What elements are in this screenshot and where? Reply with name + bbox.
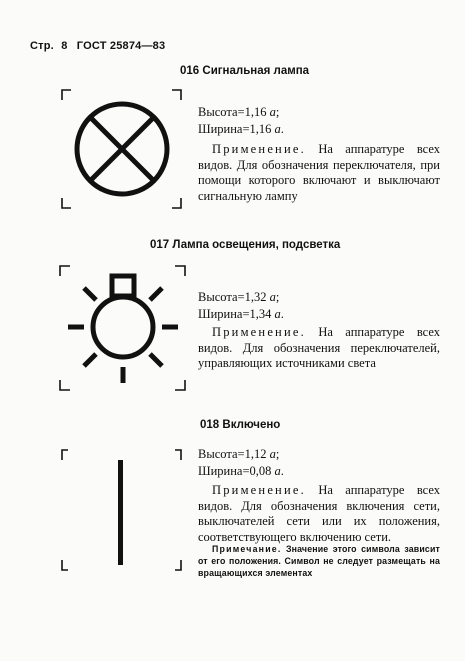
note-text: Значение этого символа зависит от его положения. Символ не следует размещать на вращающихся элементах [198, 544, 440, 578]
height-label: Высота [198, 447, 238, 461]
height-value: 1,12 [244, 447, 267, 461]
section-code: 017 [150, 239, 170, 251]
unit: а [274, 307, 281, 321]
section-code: 018 [200, 419, 220, 431]
application-text: На аппаратуре всех видов. Для обозначения переключателей, управляющих источниками света [198, 325, 440, 370]
power-on-bar [118, 460, 123, 565]
page-label: Стр. [30, 40, 54, 52]
height-label: Высота [198, 290, 238, 304]
section-name: Включено [222, 419, 281, 431]
section-name: Лампа освещения, подсветка [172, 239, 341, 251]
application-text: На аппаратуре всех видов. Для обозначения включения сети, выключателей сети или их положения, соответствующего включению сети. [198, 483, 440, 544]
application-label: Применение. [212, 142, 306, 156]
application-label: Применение. [212, 325, 306, 339]
width-label: Ширина [198, 464, 243, 478]
section-name: Сигнальная лампа [202, 65, 310, 77]
dimensions-017: Высота=1,32 а; Ширина=1,34 а. [198, 290, 284, 321]
unit: а [269, 290, 276, 304]
height-value: 1,32 [244, 290, 267, 304]
height-label: Высота [198, 105, 238, 119]
application-text: На аппаратуре всех видов. Для обозначения переключателя, при помощи которого включают и выключают сигнальную лампу [198, 142, 440, 203]
application-018 [198, 483, 440, 545]
frame-corner [175, 450, 181, 460]
width-value: 1,34 [249, 307, 272, 321]
height-value: 1,16 [244, 105, 267, 119]
frame-corner [62, 560, 68, 570]
unit: а [269, 447, 276, 461]
application-label: Применение. [212, 483, 306, 497]
standard-code: ГОСТ 25874—83 [76, 40, 166, 52]
frame-corner [175, 560, 181, 570]
width-value: 0,08 [249, 464, 272, 478]
dimensions-018: Высота=1,12 а; Ширина=0,08 а. [198, 447, 284, 478]
note-018 [198, 543, 440, 579]
width-label: Ширина [198, 307, 243, 321]
width-value: 1,16 [249, 122, 272, 136]
width-label: Ширина [198, 122, 243, 136]
note-label: Примечание. [212, 544, 282, 554]
page-number: 8 [61, 40, 68, 52]
dimensions-016: Высота=1,16 а; Ширина=1,16 а. [198, 105, 284, 136]
unit: а [274, 464, 281, 478]
unit: а [274, 122, 281, 136]
frame-corner [62, 450, 68, 460]
section-code: 016 [180, 65, 200, 77]
unit: а [269, 105, 276, 119]
